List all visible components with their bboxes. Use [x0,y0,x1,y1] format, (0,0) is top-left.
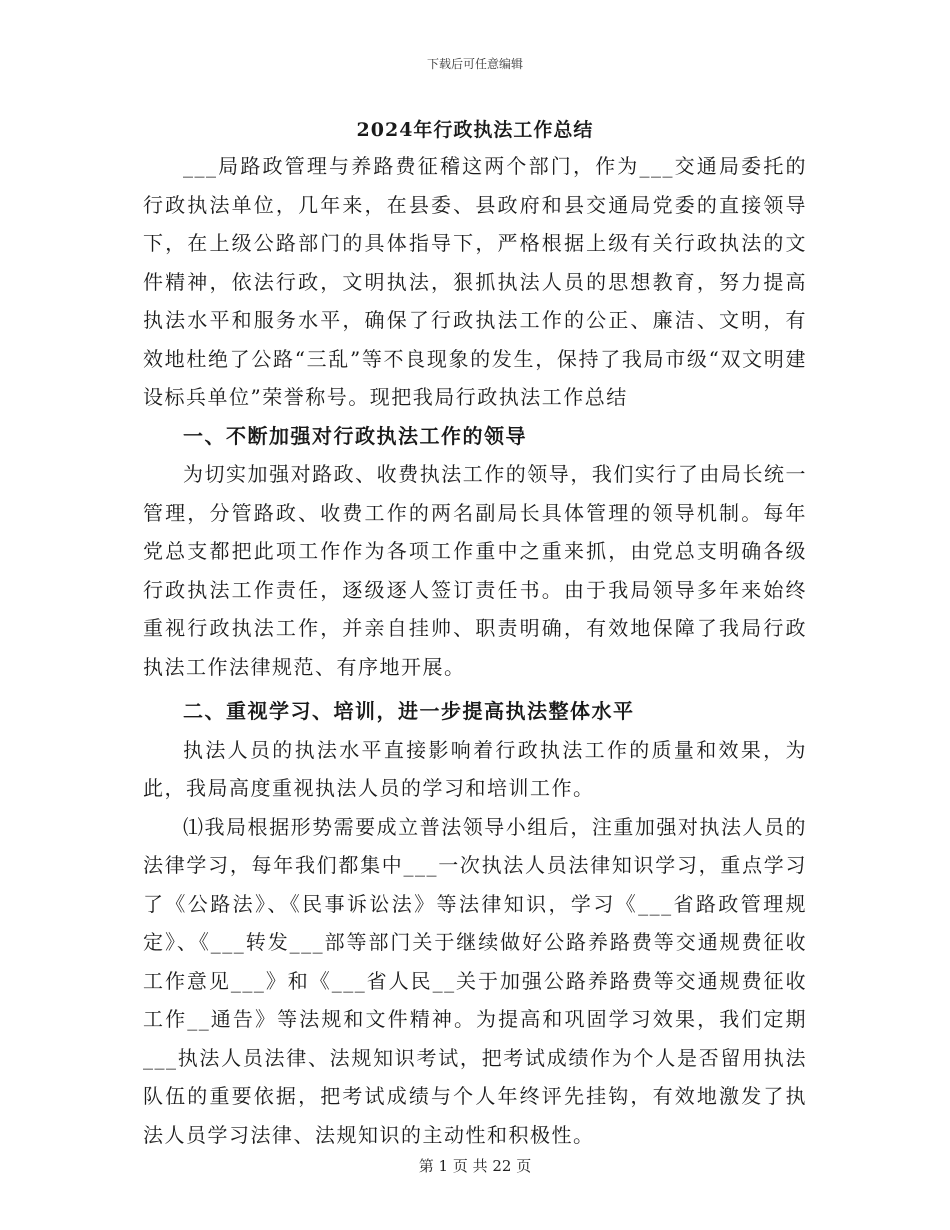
section-2-item-1: ⑴我局根据形势需要成立普法领导小组后，注重加强对执法人员的法律学习，每年我们都集中___一次执法人员法律知识学习，重点学习了《公路法》、《民事诉讼法》等法律知识，学习《___省路政管理规定》、《___转发___部等部门关于继续做好公路养路费等交通规费征收工作意见___》和《___省人民__关于加强公路养路费等交通规费征收工作__通告》等法规和文件精神。为提高和巩固学习效果，我们定期___执法人员法律、法规知识考试，把考试成绩作为个人是否留用执法队伍的重要依据，把考试成绩与个人年终评先挂钩，有效地激发了执法人员学习法律、法规知识的主动性和积极性。 [143,814,807,1147]
section-heading-2: 二、重视学习、培训，进一步提高执法整体水平 [183,699,635,723]
section-heading-1: 一、不断加强对行政执法工作的领导 [183,423,527,448]
document-body [143,147,807,1154]
section-1-paragraph: 为切实加强对路政、收费执法工作的领导，我们实行了由局长统一管理，分管路政、收费工作的两名副局长具体管理的领导机制。每年党总支都把此项工作作为各项工作重中之重来抓，由党总支明确各级行政执法工作责任，逐级逐人签订责任书。由于我局领导多年来始终重视行政执法工作，并亲自挂帅、职责明确，有效地保障了我局行政执法工作法律规范、有序地开展。 [143,462,807,679]
intro-paragraph: ___局路政管理与养路费征稽这两个部门，作为___交通局委托的行政执法单位，几年来，在县委、县政府和县交通局党委的直接领导下，在上级公路部门的具体指导下，严格根据上级有关行政执法的文件精神，依法行政，文明执法，狠抓执法人员的思想教育，努力提高执法水平和服务水平，确保了行政执法工作的公正、廉洁、文明，有效地杜绝了公路“三乱”等不良现象的发生，保持了我局市级“双文明建设标兵单位”荣誉称号。现把我局行政执法工作总结 [143,154,807,409]
page-header-note: 下载后可任意编辑 [426,57,523,71]
page-indicator: 第 1 页 共 22 页 [418,1157,532,1175]
section-2-paragraph: 执法人员的执法水平直接影响着行政执法工作的质量和效果，为此，我局高度重视执法人员的学习和培训工作。 [143,737,807,800]
document-title: 2024年行政执法工作总结 [356,119,594,141]
